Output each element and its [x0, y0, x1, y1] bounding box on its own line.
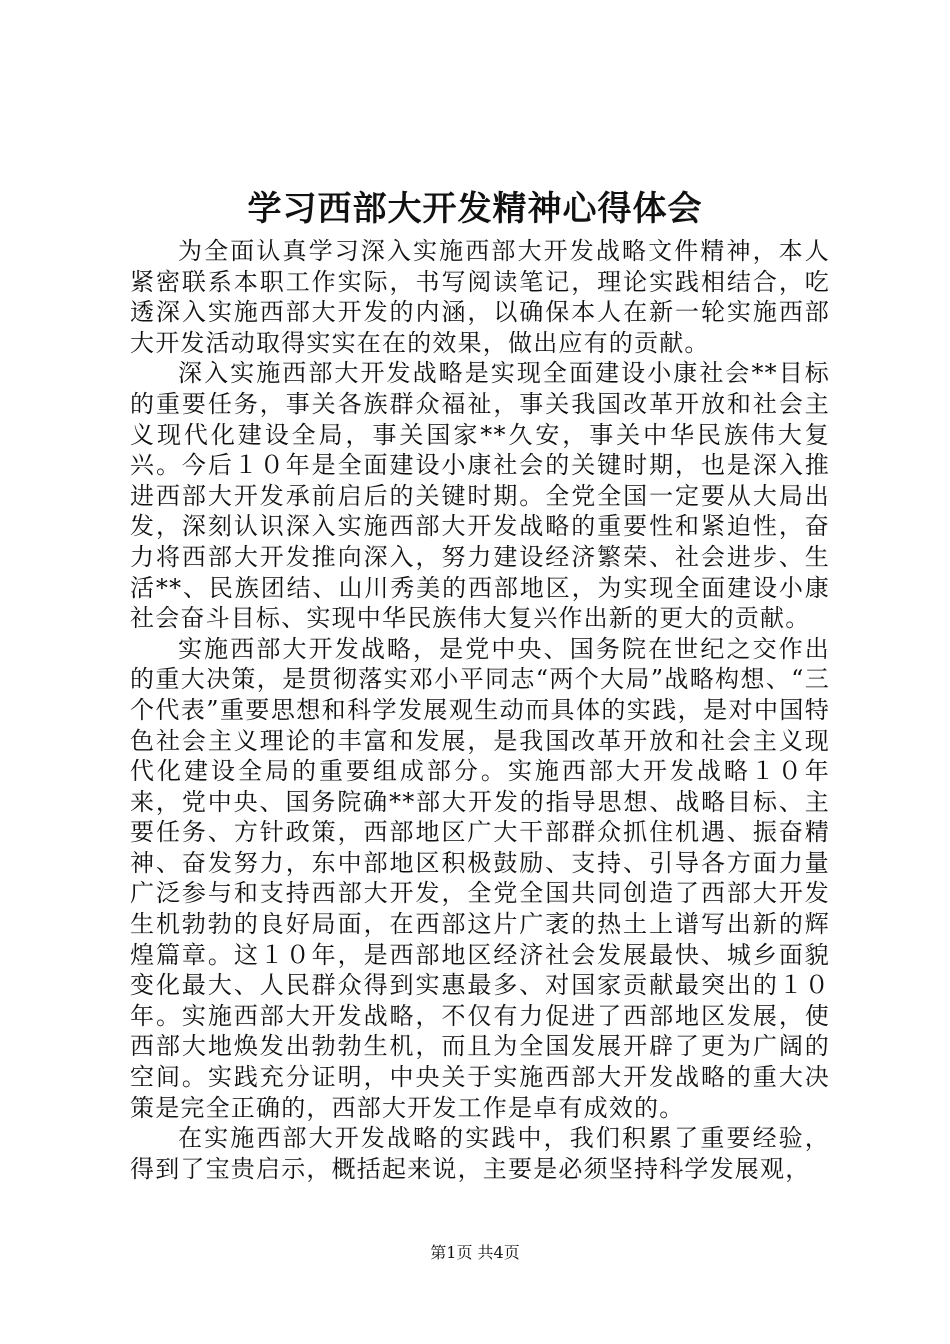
document-title: 学习西部大开发精神心得体会 [247, 189, 703, 229]
page-footer: 第1页 共4页 [430, 1243, 520, 1262]
paragraph-4: 在实施西部大开发战略的实践中，我们积累了重要经验，得到了宝贵启示，概括起来说，主要是必须坚持科学发展观， [130, 1124, 830, 1183]
document-body [130, 236, 830, 1184]
paragraph-1: 为全面认真学习深入实施西部大开发战略文件精神，本人紧密联系本职工作实际，书写阅读笔记，理论实践相结合，吃透深入实施西部大开发的内涵，以确保本人在新一轮实施西部大开发活动取得实实在在的效果，做出应有的贡献。 [130, 237, 830, 357]
paragraph-3: 实施西部大开发战略，是党中央、国务院在世纪之交作出的重大决策，是贯彻落实邓小平同志“两个大局”战略构想、“三个代表”重要思想和科学发展观生动而具体的实践，是对中国特色社会主义理论的丰富和发展，是我国改革开放和社会主义现代化建设全局的重要组成部分。实施西部大开发战略１０年来，党中央、国务院确**部大开发的指导思想、战略目标、主要任务、方针政策，西部地区广大干部群众抓住机遇、振奋精神、奋发努力，东中部地区积极鼓励、支持、引导各方面力量广泛参与和支持西部大开发，全党全国共同创造了西部大开发生机勃勃的良好局面，在西部这片广袤的热土上谱写出新的辉煌篇章。这１０年，是西部地区经济社会发展最快、城乡面貌变化最大、人民群众得到实惠最多、对国家贡献最突出的１０年。实施西部大开发战略，不仅有力促进了西部地区发展，使西部大地焕发出勃勃生机，而且为全国发展开辟了更为广阔的空间。实践充分证明，中央关于实施西部大开发战略的重大决策是完全正确的，西部大开发工作是卓有成效的。 [130, 634, 830, 1122]
paragraph-2: 深入实施西部大开发战略是实现全面建设小康社会**目标的重要任务，事关各族群众福祉，事关我国改革开放和社会主义现代化建设全局，事关国家**久安，事关中华民族伟大复兴。今后１０年是全面建设小康社会的关键时期，也是深入推进西部大开发承前启后的关键时期。全党全国一定要从大局出发，深刻认识深入实施西部大开发战略的重要性和紧迫性，奋力将西部大开发推向深入，努力建设经济繁荣、社会进步、生活**、民族团结、山川秀美的西部地区，为实现全面建设小康社会奋斗目标、实现中华民族伟大复兴作出新的更大的贡献。 [130, 359, 830, 633]
